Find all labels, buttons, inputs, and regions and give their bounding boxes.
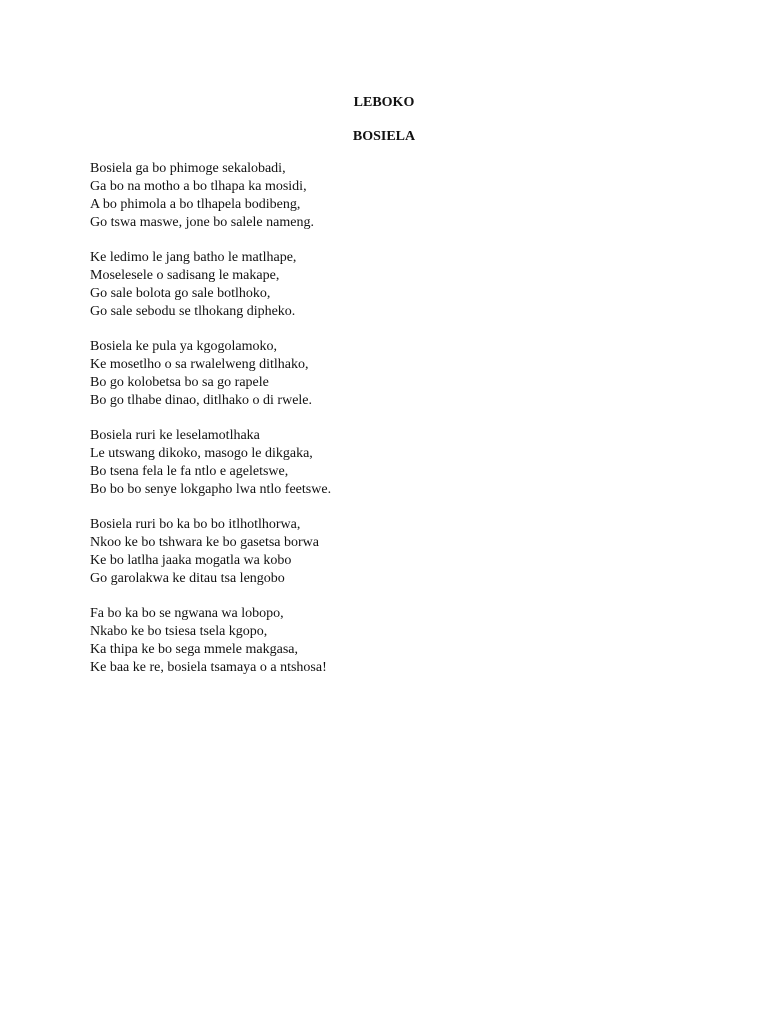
poem-stanza [90, 427, 690, 499]
document-heading: LEBOKO [353, 95, 415, 110]
poem-line: Bosiela ga bo phimoge sekalobadi, [90, 161, 286, 176]
poem-line: Ka thipa ke bo sega mmele makgasa, [90, 642, 298, 657]
poem-line: Bosiela ke pula ya kgogolamoko, [90, 339, 278, 354]
poem-line: Ke ledimo le jang batho le matlhape, [90, 250, 297, 265]
poem-stanza [90, 160, 690, 232]
poem-line: Nkoo ke bo tshwara ke bo gasetsa borwa [90, 535, 319, 550]
poem-line: Bo bo bo senye lokgapho lwa ntlo feetswe. [90, 482, 332, 497]
poem-line: Ke bo latlha jaaka mogatla wa kobo [90, 553, 292, 568]
poem-line: Le utswang dikoko, masogo le dikgaka, [90, 446, 313, 461]
poem-line: Ke mosetlho o sa rwalelweng ditlhako, [90, 357, 309, 372]
poem-line: Bosiela ruri bo ka bo bo itlhotlhorwa, [90, 517, 301, 532]
poem-line: Fa bo ka bo se ngwana wa lobopo, [90, 606, 284, 621]
poem-line: Bo tsena fela le fa ntlo e ageletswe, [90, 464, 289, 479]
poem-line: Ke baa ke re, bosiela tsamaya o a ntshosa! [90, 660, 327, 675]
poem-line: Go sale bolota go sale botlhoko, [90, 286, 271, 301]
poem-stanza [90, 249, 690, 321]
poem-stanza [90, 605, 690, 677]
poem-line: Go sale sebodu se tlhokang dipheko. [90, 304, 296, 319]
poem-line: Moselesele o sadisang le makape, [90, 268, 280, 283]
poem-line: Bo go kolobetsa bo sa go rapele [90, 375, 269, 390]
poem-line: Bosiela ruri ke leselamotlhaka [90, 428, 260, 443]
poem-body [90, 160, 690, 694]
poem-stanza [90, 338, 690, 410]
poem-line: Ga bo na motho a bo tlhapa ka mosidi, [90, 179, 307, 194]
poem-line: A bo phimola a bo tlhapela bodibeng, [90, 197, 301, 212]
poem-line: Bo go tlhabe dinao, ditlhako o di rwele. [90, 393, 313, 408]
poem-line: Go garolakwa ke ditau tsa lengobo [90, 571, 285, 586]
poem-line: Go tswa maswe, jone bo salele nameng. [90, 215, 314, 230]
poem-stanza [90, 516, 690, 588]
poem-line: Nkabo ke bo tsiesa tsela kgopo, [90, 624, 268, 639]
poem-title: BOSIELA [352, 129, 416, 144]
